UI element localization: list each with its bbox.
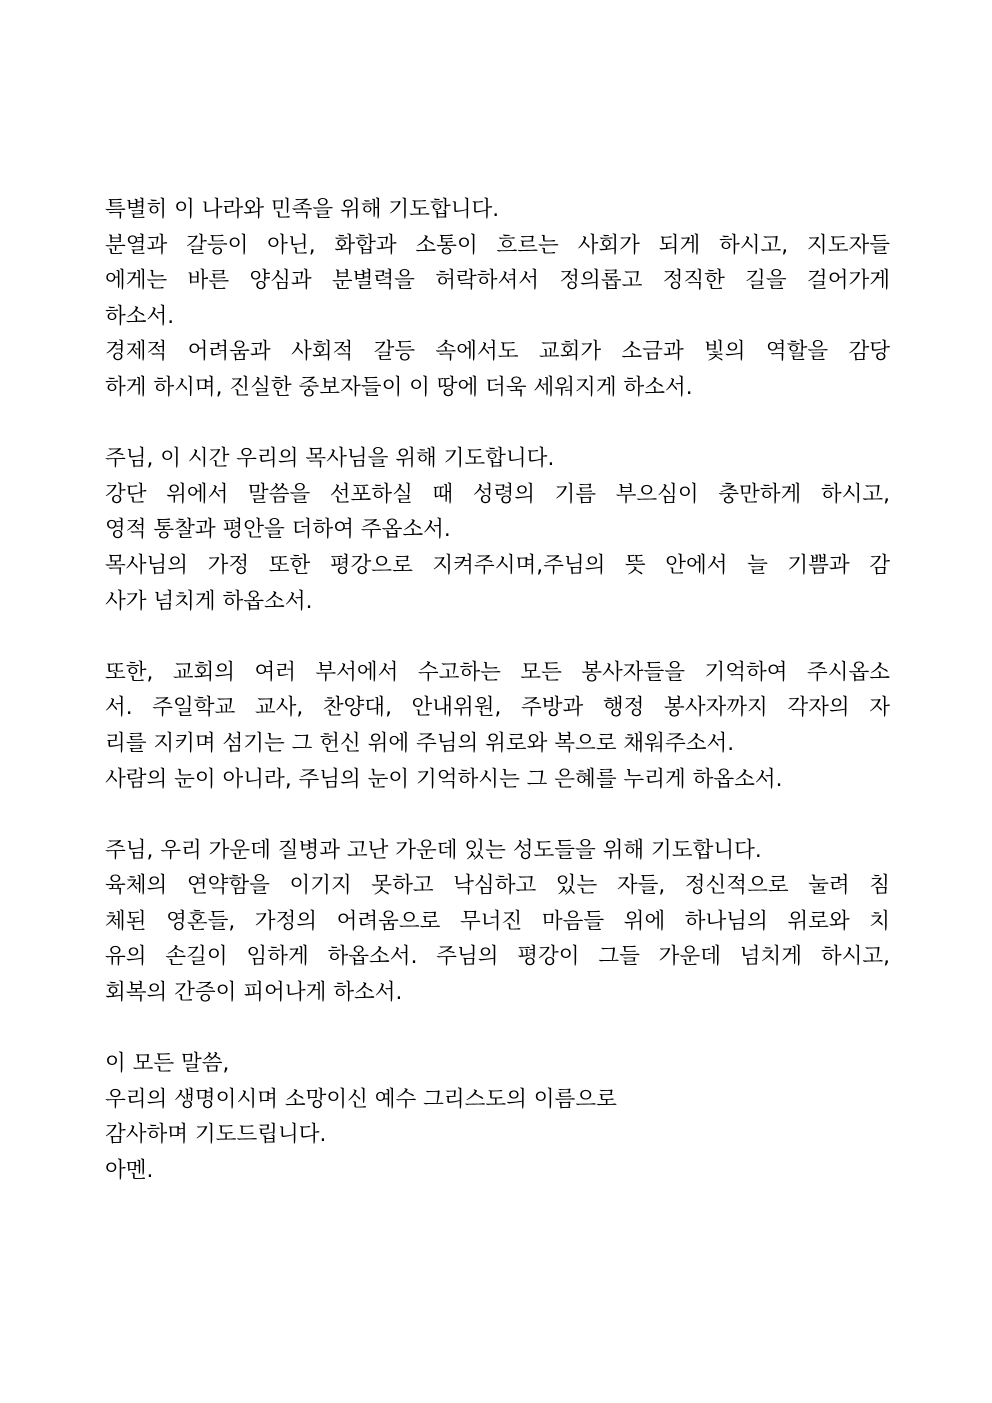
text-line: 분열과 갈등이 아닌, 화합과 소통이 흐르는 사회가 되게 하시고, 지도자들 [105,232,890,258]
text-line: 사람의 눈이 아니라, 주님의 눈이 기억하시는 그 은혜를 누리게 하옵소서. [105,766,783,792]
text-line: 사가 넘치게 하옵소서. [105,588,313,614]
text-line: 유의 손길이 임하게 하옵소서. 주님의 평강이 그들 가운데 넘치게 하시고, [105,944,890,970]
text-line: 또한, 교회의 여러 부서에서 수고하는 모든 봉사자들을 기억하여 주시옵소 [105,659,890,685]
paragraph-spacer [105,1011,890,1047]
text-line: 영적 통찰과 평안을 더하여 주옵소서. [105,517,451,543]
text-line: 우리의 생명이시며 소망이신 예수 그리스도의 이름으로 [105,1086,617,1112]
text-line: 주님, 우리 가운데 질병과 고난 가운데 있는 성도들을 위해 기도합니다. [105,837,762,863]
text-line: 경제적 어려움과 사회적 갈등 속에서도 교회가 소금과 빛의 역할을 감당 [105,339,890,365]
text-line: 강단 위에서 말씀을 선포하실 때 성령의 기름 부으심이 충만하게 하시고, [105,481,890,507]
text-line: 목사님의 가정 또한 평강으로 지켜주시며,주님의 뜻 안에서 늘 기쁨과 감 [105,552,890,578]
text-line: 서. 주일학교 교사, 찬양대, 안내위원, 주방과 행정 봉사자까지 각자의 자 [105,695,890,721]
text-line: 특별히 이 나라와 민족을 위해 기도합니다. [105,197,500,222]
text-line: 체된 영혼들, 가정의 어려움으로 무너진 마음들 위에 하나님의 위로와 치 [105,908,890,934]
text-line: 감사하며 기도드립니다. [105,1122,327,1148]
text-line: 회복의 간증이 피어나게 하소서. [105,980,403,1006]
text-line: 리를 지키며 섬기는 그 헌신 위에 주님의 위로와 복으로 채워주소서. [105,730,735,756]
paragraph-spacer [105,797,890,833]
text-line: 육체의 연약함을 이기지 못하고 낙심하고 있는 자들, 정신적으로 눌려 침 [105,873,890,899]
text-line: 주님, 이 시간 우리의 목사님을 위해 기도합니다. [105,446,555,472]
text-line: 하소서. [105,303,175,329]
paragraph-spacer [105,406,890,442]
text-line: 아멘. [105,1158,154,1184]
prayer-document [105,192,890,1189]
paragraph-spacer [105,619,890,655]
text-line: 하게 하시며, 진실한 중보자들이 이 땅에 더욱 세워지게 하소서. [105,374,693,400]
text-line: 이 모든 말씀, [105,1051,230,1077]
text-line: 에게는 바른 양심과 분별력을 허락하셔서 정의롭고 정직한 길을 걸어가게 [105,268,890,294]
